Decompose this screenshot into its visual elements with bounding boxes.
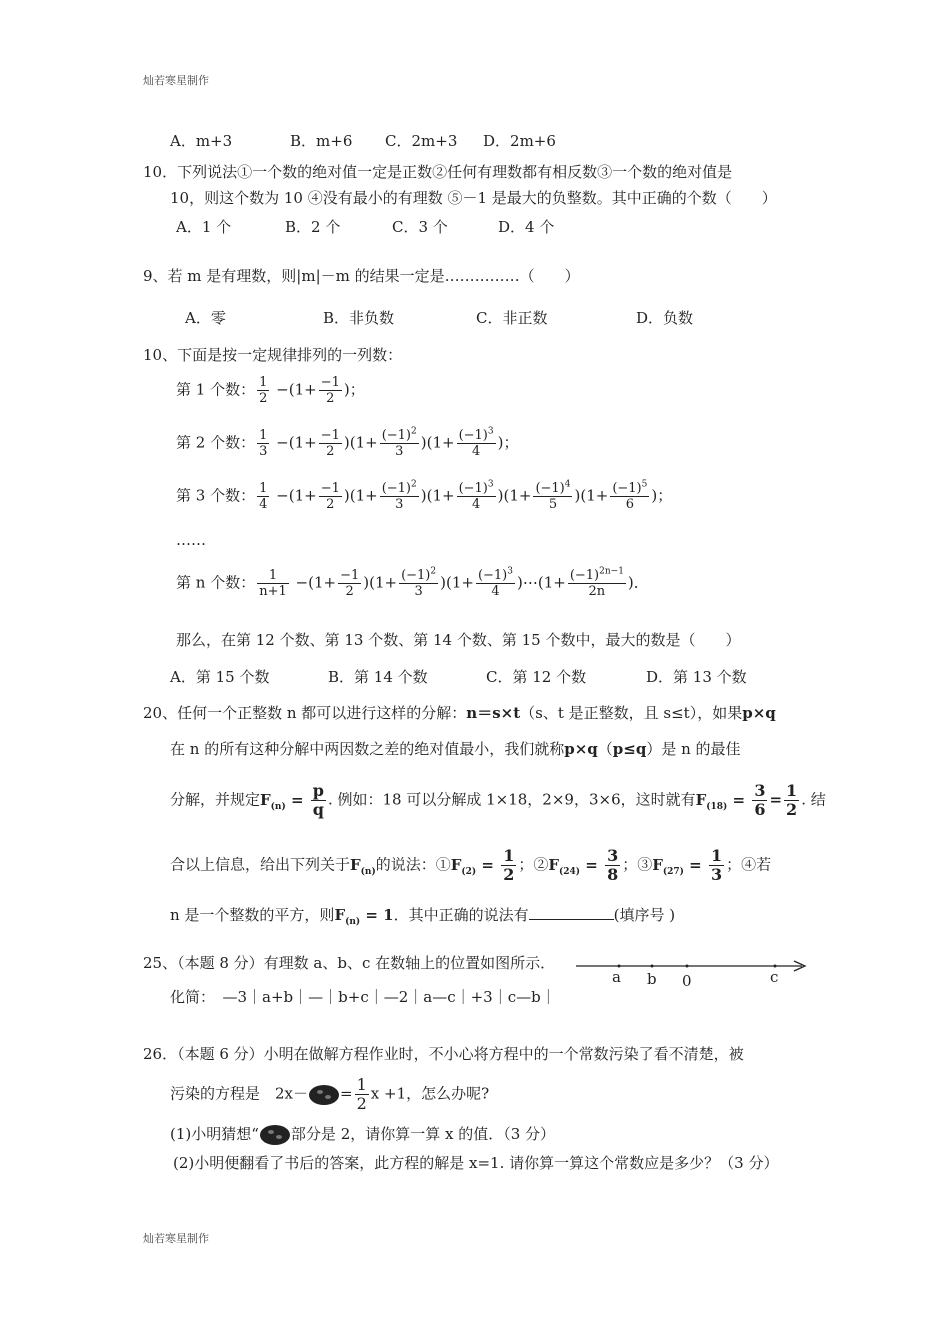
fraction: $\frac{(-1)^{2n-1}}{2n}$ [569, 566, 624, 599]
sequence-ellipsis: …… [176, 531, 206, 549]
fraction: $\frac{(-1)^3}{4}$ [458, 479, 494, 512]
fraction: $\frac{(-1)^3}{4}$ [477, 566, 513, 599]
fraction: $\frac{-1}{2}$ [320, 481, 340, 512]
text: 部分是 2，请你算一算 x 的值．（3 分） [290, 1125, 556, 1143]
sequence-item-3: 第 3 个数： $\frac{1}{4}$ −(1+ $\frac{-1}{2}$ )(1+ $\frac{(-1)^2}{3}$ )(1+ $\frac{(-1)^3}{4}$ )(1+ $\frac{(-1)^4}{5}$ )(1+ $\frac{(-1)^5}{6}$ )； [176, 479, 673, 512]
fraction: $\frac{3}{8}$ [607, 846, 619, 884]
text: 20、任何一个正整数 n 都可以进行这样的分解： [143, 704, 467, 722]
text: 污染的方程是 2x－ [170, 1084, 309, 1103]
fraction: $\frac{-1}{2}$ [320, 428, 340, 459]
option-b: B．非负数 [323, 309, 395, 327]
page-header: 灿若寒星制作 [143, 74, 209, 87]
text: x +1，怎么办呢? [370, 1084, 490, 1103]
question-text-line: 那么，在第 12 个数、第 13 个数、第 14 个数、第 15 个数中，最大的数是（ ） [176, 631, 741, 649]
label-b: b [647, 970, 657, 988]
sequence-item-2: 第 2 个数： $\frac{1}{3}$ −(1+ $\frac{-1}{2}$ )(1+ $\frac{(-1)^2}{3}$ )(1+ $\frac{(-1)^3}{4}$ )； [176, 426, 519, 459]
text: ；④若 [726, 855, 772, 874]
fraction: $\frac{1}{2}$ [503, 846, 515, 884]
question-text-line [170, 847, 771, 884]
question-text-line: 化简： —3｜a+b｜—｜b+c｜—2｜a—c｜+3｜c—b｜ [170, 988, 556, 1006]
fraction: $\frac{-1}{2}$ [320, 375, 340, 406]
formula: p×q [742, 704, 776, 722]
text: ；③ [622, 855, 653, 874]
fraction: $\frac{(-1)^2}{3}$ [381, 479, 417, 512]
fraction: $\frac{1}{n+1}$ [259, 568, 287, 599]
option-b: B．第 14 个数 [328, 668, 428, 686]
fraction: $\frac{1}{2}$ [786, 781, 798, 819]
option-d: D．4 个 [498, 218, 555, 236]
option-a: A．1 个 [176, 218, 232, 236]
text: . 例如：18 可以分解成 1×18，2×9，3×6，这时就有 [327, 790, 696, 809]
option-d: D．负数 [636, 309, 694, 327]
question-text-line: (2)小明便翻看了书后的答案，此方程的解是 x=1. 请你算一算这个常数应是多少？（3 分） [173, 1154, 779, 1172]
formula: $F_{(n)}$ = [260, 790, 309, 812]
question-text-line: 9、若 m 是有理数，则|m|－m 的结果一定是……………（ ） [143, 267, 580, 285]
fraction: $\frac{(-1)^5}{6}$ [612, 479, 648, 512]
sequence-item-1: 第 1 个数： $\frac{1}{2}$ −(1+ $\frac{-1}{2}$ )； [176, 375, 365, 406]
point-b [651, 965, 654, 968]
option-a: A．m+3 [170, 132, 233, 150]
text: ；② [518, 855, 549, 874]
question-text-line [170, 1123, 555, 1147]
formula: $F_{(18)}$ = [695, 790, 751, 812]
fraction: $\frac{(-1)^2}{3}$ [401, 566, 437, 599]
label-c: c [770, 968, 779, 986]
item-label: 第 n 个数： [176, 573, 256, 592]
text: (1)小明猜想“ [170, 1125, 259, 1143]
text: （s、t 是正整数，且 s≤t），如果 [520, 704, 743, 722]
formula: $F_{(27)}$ = [652, 855, 707, 877]
text: （ [597, 740, 613, 758]
fraction: $\frac{p}{q}$ [312, 781, 324, 819]
point-zero [686, 965, 689, 968]
text: ．其中正确的说法有 [393, 906, 529, 924]
ink-stain-icon [308, 1083, 340, 1107]
question-text-line: 10．下列说法①一个数的绝对值一定是正数②任何有理数都有相反数③一个数的绝对值是 [143, 163, 733, 181]
formula: $F_{(n)} = 1$ [334, 906, 394, 927]
formula: $F_{(n)}$ [350, 855, 376, 877]
page-footer: 灿若寒星制作 [143, 1232, 209, 1245]
option-c: C．3 个 [392, 218, 448, 236]
answer-blank[interactable] [529, 905, 614, 920]
question-text-line: 26．（本题 6 分）小明在做解方程作业时，不小心将方程中的一个常数污染了看不清楚，被 [143, 1045, 744, 1063]
question-text-line: 25、（本题 8 分）有理数 a、b、c 在数轴上的位置如图所示． [143, 954, 556, 972]
formula: p×q [564, 740, 598, 758]
option-c: C．非正数 [476, 309, 548, 327]
fraction: $\frac{1}{2}$ [356, 1075, 367, 1113]
text: . 结 [801, 790, 826, 809]
text: 的说法：① [375, 855, 451, 874]
option-c: C．第 12 个数 [486, 668, 587, 686]
question-text-line [170, 739, 741, 759]
fraction: $\frac{-1}{2}$ [340, 568, 360, 599]
fraction: $\frac{1}{3}$ [710, 846, 723, 884]
item-label: 第 3 个数： [176, 486, 256, 505]
text: 在 n 的所有这种分解中两因数之差的绝对值最小，我们就称 [170, 740, 565, 758]
text: n 是一个整数的平方，则 [170, 906, 335, 924]
option-d: D．第 13 个数 [646, 668, 747, 686]
question-text-line: 10、下面是按一定规律排列的一列数： [143, 346, 403, 364]
sequence-item-n: 第 n 个数： $\frac{1}{n+1}$ −(1+ $\frac{-1}{2}$ )(1+ $\frac{(-1)^2}{3}$ )(1+ $\frac{(-1)^3}{4}$ )⋯(1+ $\frac{(-1)^{2n-1}}{2n}$ )． [176, 566, 649, 599]
option-a: A．第 15 个数 [170, 668, 270, 686]
fraction: $\frac{(-1)^3}{4}$ [458, 426, 494, 459]
item-label: 第 2 个数： [176, 433, 256, 452]
text: 分解，并规定 [170, 790, 261, 809]
question-text-line [143, 703, 776, 723]
option-d: D．2m+6 [483, 132, 556, 150]
text: ）是 n 的最佳 [646, 740, 741, 758]
formula: $F_{(2)}$ = [450, 855, 500, 877]
option-b: B．m+6 [290, 132, 353, 150]
formula: p≤q [612, 740, 647, 758]
text: 合以上信息，给出下列关于 [170, 855, 351, 874]
question-text-line: 污染的方程是 2x－ = $\frac{1}{2}$ x +1，怎么办呢? [170, 1075, 490, 1113]
formula: n＝s×t [466, 704, 521, 722]
fraction: $\frac{(-1)^4}{5}$ [535, 479, 571, 512]
fraction: $\frac{3}{6}$ [754, 781, 766, 819]
question-text-line: 分解，并规定$F_{(n)}$ = $\frac{p}{q}$ . 例如：18 可以分解成 1×18，2×9，3×6，这时就有$F_{(18)}$ = $\frac{3}{6}$ = $\frac{1}{2}$ . 结 [170, 781, 826, 819]
ink-stain-icon [259, 1123, 291, 1147]
question-text-line: 10，则这个数为 10 ④没有最小的有理数 ⑤－1 是最大的负整数。其中正确的个数（ ） [170, 189, 777, 207]
question-text-line [170, 905, 675, 925]
option-b: B．2 个 [285, 218, 341, 236]
option-a: A．零 [185, 309, 226, 327]
option-c: C．2m+3 [385, 132, 458, 150]
item-label: 第 1 个数： [176, 380, 256, 399]
fraction: $\frac{1}{3}$ [259, 428, 268, 459]
label-a: a [612, 968, 621, 986]
fraction: $\frac{(-1)^2}{3}$ [381, 426, 417, 459]
fraction: $\frac{1}{4}$ [259, 481, 268, 512]
text: (填序号 ) [613, 906, 676, 924]
formula: $F_{(24)}$ = [548, 855, 604, 877]
label-zero: 0 [682, 972, 692, 990]
fraction: $\frac{1}{2}$ [259, 375, 268, 406]
